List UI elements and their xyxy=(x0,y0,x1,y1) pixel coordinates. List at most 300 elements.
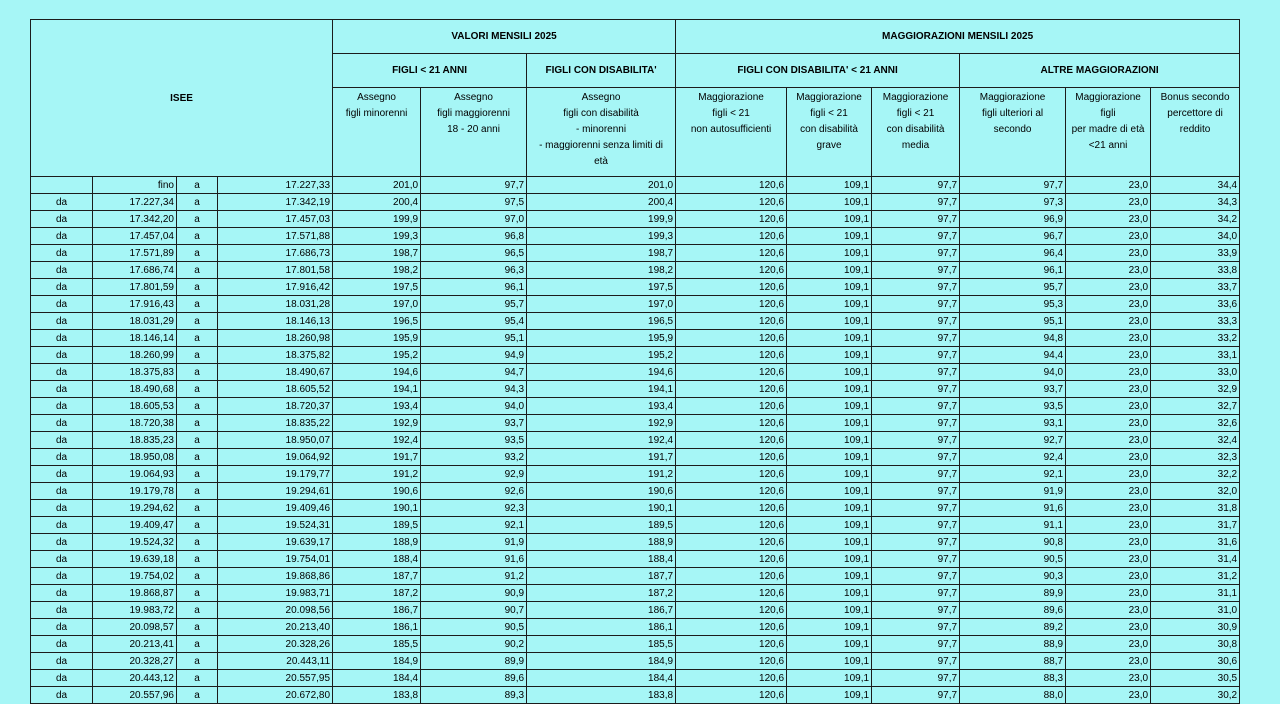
isee-from: 19.754,02 xyxy=(93,568,177,585)
isee-to: 18.146,13 xyxy=(218,313,333,330)
header-line: grave xyxy=(816,140,842,151)
magg-disabilita-media: 97,7 xyxy=(872,296,960,313)
magg-disabilita-media: 97,7 xyxy=(872,279,960,296)
isee-to: 18.835,22 xyxy=(218,415,333,432)
assegno-maggiorenni: 90,2 xyxy=(421,636,527,653)
magg-disabilita-media: 97,7 xyxy=(872,568,960,585)
assegno-minorenni: 195,9 xyxy=(333,330,421,347)
header-line: reddito xyxy=(1179,124,1211,135)
isee-to: 20.098,56 xyxy=(218,602,333,619)
range-prefix: da xyxy=(31,602,93,619)
magg-madre-under21: 23,0 xyxy=(1066,313,1151,330)
magg-disabilita-media: 97,7 xyxy=(872,347,960,364)
range-prefix: da xyxy=(31,381,93,398)
isee-header: ISEE xyxy=(31,20,333,177)
magg-madre-under21: 23,0 xyxy=(1066,245,1151,262)
assegno-disabilita: 190,1 xyxy=(527,500,676,517)
isee-from: 19.524,32 xyxy=(93,534,177,551)
magg-disabilita-grave: 109,1 xyxy=(787,670,872,687)
range-sep: a xyxy=(177,432,218,449)
isee-to: 18.605,52 xyxy=(218,381,333,398)
magg-disabilita-media: 97,7 xyxy=(872,398,960,415)
magg-non-autosufficienti: 120,6 xyxy=(676,415,787,432)
range-prefix: da xyxy=(31,636,93,653)
header-line: figli < 21 xyxy=(712,108,750,119)
magg-non-autosufficienti: 120,6 xyxy=(676,398,787,415)
magg-disabilita-media: 97,7 xyxy=(872,551,960,568)
magg-disabilita-grave: 109,1 xyxy=(787,228,872,245)
assegno-minorenni: 188,4 xyxy=(333,551,421,568)
magg-disabilita-media: 97,7 xyxy=(872,245,960,262)
assegno-maggiorenni-header xyxy=(421,88,527,177)
table-row xyxy=(31,262,1240,279)
table-row xyxy=(31,177,1240,194)
magg-disabilita-grave: 109,1 xyxy=(787,330,872,347)
assegno-minorenni: 199,3 xyxy=(333,228,421,245)
isee-to: 19.524,31 xyxy=(218,517,333,534)
range-sep: a xyxy=(177,381,218,398)
magg-disabilita-grave: 109,1 xyxy=(787,279,872,296)
isee-to: 17.686,73 xyxy=(218,245,333,262)
magg-non-autosufficienti: 120,6 xyxy=(676,296,787,313)
assegno-disabilita: 185,5 xyxy=(527,636,676,653)
magg-figli-ulteriori: 90,8 xyxy=(960,534,1066,551)
bonus-secondo-percettore: 33,2 xyxy=(1151,330,1240,347)
magg-disabilita-media: 97,7 xyxy=(872,177,960,194)
range-prefix: da xyxy=(31,466,93,483)
range-prefix: da xyxy=(31,296,93,313)
isee-from: 19.409,47 xyxy=(93,517,177,534)
magg-madre-under21: 23,0 xyxy=(1066,585,1151,602)
range-sep: a xyxy=(177,534,218,551)
isee-to: 20.328,26 xyxy=(218,636,333,653)
magg-disabilita-grave: 109,1 xyxy=(787,449,872,466)
bonus-secondo-percettore: 33,8 xyxy=(1151,262,1240,279)
assegno-minorenni: 191,2 xyxy=(333,466,421,483)
header-line: Maggiorazione xyxy=(698,92,764,103)
assegno-maggiorenni: 97,0 xyxy=(421,211,527,228)
assegno-disabilita: 188,4 xyxy=(527,551,676,568)
magg-figli-ulteriori: 96,4 xyxy=(960,245,1066,262)
bonus-secondo-percettore: 32,0 xyxy=(1151,483,1240,500)
header-line: Bonus secondo xyxy=(1160,92,1230,103)
bonus-secondo-percettore: 30,9 xyxy=(1151,619,1240,636)
range-sep: a xyxy=(177,636,218,653)
assegno-disabilita: 189,5 xyxy=(527,517,676,534)
bonus-secondo-percettore: 30,5 xyxy=(1151,670,1240,687)
magg-non-autosufficienti: 120,6 xyxy=(676,687,787,704)
assegno-minorenni: 193,4 xyxy=(333,398,421,415)
bonus-secondo-percettore: 31,6 xyxy=(1151,534,1240,551)
magg-non-autosufficienti: 120,6 xyxy=(676,211,787,228)
header-line: figli con disabilità xyxy=(563,108,639,119)
magg-madre-under21: 23,0 xyxy=(1066,500,1151,517)
header-line: figli < 21 xyxy=(896,108,935,119)
bonus-secondo-percettore: 31,1 xyxy=(1151,585,1240,602)
magg-figli-ulteriori: 95,1 xyxy=(960,313,1066,330)
magg-madre-under21: 23,0 xyxy=(1066,517,1151,534)
table-row xyxy=(31,466,1240,483)
magg-disabilita-media: 97,7 xyxy=(872,330,960,347)
range-prefix: da xyxy=(31,500,93,517)
range-prefix: da xyxy=(31,449,93,466)
range-sep: a xyxy=(177,279,218,296)
header-line: figli < 21 xyxy=(810,108,848,119)
range-sep: a xyxy=(177,687,218,704)
header-line: con disabilità xyxy=(886,124,945,135)
isee-to: 19.409,46 xyxy=(218,500,333,517)
range-sep: a xyxy=(177,194,218,211)
isee-from: 19.064,93 xyxy=(93,466,177,483)
range-prefix: da xyxy=(31,262,93,279)
magg-figli-ulteriori: 93,5 xyxy=(960,398,1066,415)
assegno-maggiorenni: 97,5 xyxy=(421,194,527,211)
range-prefix xyxy=(31,177,93,194)
range-sep: a xyxy=(177,228,218,245)
isee-to: 18.031,28 xyxy=(218,296,333,313)
assegno-minorenni: 194,6 xyxy=(333,364,421,381)
magg-non-autosufficienti: 120,6 xyxy=(676,177,787,194)
magg-figli-ulteriori: 88,3 xyxy=(960,670,1066,687)
table-row xyxy=(31,517,1240,534)
isee-to: 18.375,82 xyxy=(218,347,333,364)
magg-disabilita-media: 97,7 xyxy=(872,636,960,653)
isee-to: 18.720,37 xyxy=(218,398,333,415)
table-row xyxy=(31,670,1240,687)
magg-madre-under21: 23,0 xyxy=(1066,636,1151,653)
assegno-minorenni: 198,7 xyxy=(333,245,421,262)
assegno-disabilita: 190,6 xyxy=(527,483,676,500)
magg-non-autosufficienti: 120,6 xyxy=(676,483,787,500)
table-row xyxy=(31,381,1240,398)
table-row xyxy=(31,568,1240,585)
assegno-maggiorenni: 94,3 xyxy=(421,381,527,398)
magg-non-autosufficienti: 120,6 xyxy=(676,585,787,602)
magg-non-autosufficienti: 120,6 xyxy=(676,636,787,653)
isee-from: 18.146,14 xyxy=(93,330,177,347)
magg-disabilita-media-header xyxy=(872,88,960,177)
range-sep: a xyxy=(177,330,218,347)
table-row xyxy=(31,279,1240,296)
header-line: secondo xyxy=(993,124,1032,135)
magg-non-autosufficienti: 120,6 xyxy=(676,500,787,517)
table-row xyxy=(31,364,1240,381)
assegno-minorenni: 187,2 xyxy=(333,585,421,602)
magg-disabilita-grave: 109,1 xyxy=(787,347,872,364)
magg-figli-ulteriori: 97,7 xyxy=(960,177,1066,194)
magg-disabilita-grave: 109,1 xyxy=(787,194,872,211)
isee-from: 17.342,20 xyxy=(93,211,177,228)
magg-disabilita-grave: 109,1 xyxy=(787,415,872,432)
magg-non-autosufficienti-header xyxy=(676,88,787,177)
assegno-maggiorenni: 90,9 xyxy=(421,585,527,602)
isee-to: 19.868,86 xyxy=(218,568,333,585)
bonus-secondo-percettore: 34,3 xyxy=(1151,194,1240,211)
assegno-minorenni: 187,7 xyxy=(333,568,421,585)
assegno-maggiorenni: 89,6 xyxy=(421,670,527,687)
assegno-maggiorenni: 91,6 xyxy=(421,551,527,568)
range-prefix: da xyxy=(31,194,93,211)
table-row xyxy=(31,194,1240,211)
maggiorazioni-mensili-header: MAGGIORAZIONI MENSILI 2025 xyxy=(676,20,1240,54)
assegno-disabilita: 198,2 xyxy=(527,262,676,279)
bonus-secondo-percettore: 30,6 xyxy=(1151,653,1240,670)
magg-non-autosufficienti: 120,6 xyxy=(676,466,787,483)
magg-madre-under21: 23,0 xyxy=(1066,483,1151,500)
assegno-disabilita: 194,1 xyxy=(527,381,676,398)
table-row xyxy=(31,415,1240,432)
bonus-secondo-percettore: 31,7 xyxy=(1151,517,1240,534)
assegno-disabilita: 196,5 xyxy=(527,313,676,330)
isee-from: 17.227,34 xyxy=(93,194,177,211)
table-row xyxy=(31,432,1240,449)
header-line: non autosufficienti xyxy=(690,124,772,135)
isee-from: 18.720,38 xyxy=(93,415,177,432)
magg-madre-under21: 23,0 xyxy=(1066,466,1151,483)
isee-from: 20.098,57 xyxy=(93,619,177,636)
isee-from: 18.031,29 xyxy=(93,313,177,330)
range-sep: a xyxy=(177,211,218,228)
assegno-maggiorenni: 94,9 xyxy=(421,347,527,364)
magg-disabilita-grave: 109,1 xyxy=(787,432,872,449)
range-sep: a xyxy=(177,602,218,619)
assegno-disabilita: 200,4 xyxy=(527,194,676,211)
range-prefix: da xyxy=(31,687,93,704)
table-row xyxy=(31,653,1240,670)
range-sep: a xyxy=(177,415,218,432)
figli-disabilita-under21-header: FIGLI CON DISABILITA' < 21 ANNI xyxy=(676,54,960,88)
magg-disabilita-media: 97,7 xyxy=(872,517,960,534)
magg-disabilita-grave: 109,1 xyxy=(787,568,872,585)
magg-figli-ulteriori: 92,1 xyxy=(960,466,1066,483)
range-prefix: da xyxy=(31,619,93,636)
isee-from: 19.294,62 xyxy=(93,500,177,517)
isee-to: 17.571,88 xyxy=(218,228,333,245)
magg-figli-ulteriori: 89,2 xyxy=(960,619,1066,636)
assegno-minorenni-header xyxy=(333,88,421,177)
magg-disabilita-media: 97,7 xyxy=(872,211,960,228)
bonus-secondo-percettore: 34,4 xyxy=(1151,177,1240,194)
table-row xyxy=(31,602,1240,619)
magg-madre-under21: 23,0 xyxy=(1066,670,1151,687)
isee-from: 20.328,27 xyxy=(93,653,177,670)
isee-from: 18.605,53 xyxy=(93,398,177,415)
table-row xyxy=(31,534,1240,551)
magg-non-autosufficienti: 120,6 xyxy=(676,194,787,211)
assegno-maggiorenni: 91,9 xyxy=(421,534,527,551)
magg-figli-ulteriori: 96,7 xyxy=(960,228,1066,245)
isee-from: 17.457,04 xyxy=(93,228,177,245)
magg-madre-under21: 23,0 xyxy=(1066,398,1151,415)
assegno-disabilita: 192,4 xyxy=(527,432,676,449)
magg-figli-ulteriori: 95,7 xyxy=(960,279,1066,296)
assegno-minorenni: 197,5 xyxy=(333,279,421,296)
magg-madre-under21: 23,0 xyxy=(1066,619,1151,636)
header-line: Maggiorazione xyxy=(796,92,862,103)
isee-to: 18.260,98 xyxy=(218,330,333,347)
table-row xyxy=(31,449,1240,466)
isee-from: 18.260,99 xyxy=(93,347,177,364)
magg-non-autosufficienti: 120,6 xyxy=(676,381,787,398)
table-row xyxy=(31,551,1240,568)
isee-from: 17.686,74 xyxy=(93,262,177,279)
magg-figli-ulteriori: 91,6 xyxy=(960,500,1066,517)
isee-to: 17.342,19 xyxy=(218,194,333,211)
isee-to: 19.754,01 xyxy=(218,551,333,568)
isee-to: 17.801,58 xyxy=(218,262,333,279)
assegno-maggiorenni: 90,5 xyxy=(421,619,527,636)
assegno-disabilita: 192,9 xyxy=(527,415,676,432)
assegno-disabilita: 194,6 xyxy=(527,364,676,381)
assegno-maggiorenni: 92,3 xyxy=(421,500,527,517)
magg-figli-ulteriori: 96,9 xyxy=(960,211,1066,228)
magg-madre-under21: 23,0 xyxy=(1066,449,1151,466)
header-line: figli maggiorenni xyxy=(437,108,510,119)
range-sep: a xyxy=(177,364,218,381)
magg-disabilita-media: 97,7 xyxy=(872,432,960,449)
range-prefix: da xyxy=(31,313,93,330)
range-prefix: da xyxy=(31,347,93,364)
magg-disabilita-grave: 109,1 xyxy=(787,245,872,262)
bonus-secondo-percettore: 34,2 xyxy=(1151,211,1240,228)
range-prefix: da xyxy=(31,534,93,551)
isee-from: 18.950,08 xyxy=(93,449,177,466)
range-prefix: da xyxy=(31,211,93,228)
magg-non-autosufficienti: 120,6 xyxy=(676,568,787,585)
magg-madre-under21: 23,0 xyxy=(1066,279,1151,296)
header-line: media xyxy=(901,140,930,151)
magg-disabilita-media: 97,7 xyxy=(872,500,960,517)
magg-figli-ulteriori-header xyxy=(960,88,1066,177)
assegno-disabilita-header xyxy=(527,88,676,177)
isee-to: 20.213,40 xyxy=(218,619,333,636)
range-prefix: da xyxy=(31,279,93,296)
assegno-maggiorenni: 97,7 xyxy=(421,177,527,194)
magg-figli-ulteriori: 88,7 xyxy=(960,653,1066,670)
isee-from: 17.571,89 xyxy=(93,245,177,262)
magg-disabilita-media: 97,7 xyxy=(872,602,960,619)
isee-from: 17.916,43 xyxy=(93,296,177,313)
magg-figli-ulteriori: 93,1 xyxy=(960,415,1066,432)
isee-to: 19.179,77 xyxy=(218,466,333,483)
assegno-minorenni: 186,7 xyxy=(333,602,421,619)
magg-figli-ulteriori: 88,9 xyxy=(960,636,1066,653)
isee-to: 17.227,33 xyxy=(218,177,333,194)
range-sep: a xyxy=(177,347,218,364)
assegno-disabilita: 195,2 xyxy=(527,347,676,364)
isee-to: 18.950,07 xyxy=(218,432,333,449)
magg-figli-ulteriori: 92,7 xyxy=(960,432,1066,449)
assegno-maggiorenni: 92,9 xyxy=(421,466,527,483)
magg-disabilita-grave: 109,1 xyxy=(787,313,872,330)
bonus-secondo-percettore: 33,1 xyxy=(1151,347,1240,364)
range-prefix: da xyxy=(31,432,93,449)
assegno-minorenni: 201,0 xyxy=(333,177,421,194)
isee-to: 19.064,92 xyxy=(218,449,333,466)
header-line: per madre di età xyxy=(1071,124,1145,135)
range-sep: a xyxy=(177,568,218,585)
table-row xyxy=(31,500,1240,517)
magg-disabilita-grave: 109,1 xyxy=(787,483,872,500)
header-line: figli minorenni xyxy=(345,108,408,119)
magg-madre-under21: 23,0 xyxy=(1066,534,1151,551)
magg-non-autosufficienti: 120,6 xyxy=(676,347,787,364)
assegno-disabilita: 183,8 xyxy=(527,687,676,704)
magg-madre-under21: 23,0 xyxy=(1066,602,1151,619)
assegno-minorenni: 184,9 xyxy=(333,653,421,670)
table-row xyxy=(31,245,1240,262)
assegno-disabilita: 191,7 xyxy=(527,449,676,466)
magg-disabilita-media: 97,7 xyxy=(872,653,960,670)
assegno-maggiorenni: 96,8 xyxy=(421,228,527,245)
magg-non-autosufficienti: 120,6 xyxy=(676,449,787,466)
magg-disabilita-media: 97,7 xyxy=(872,585,960,602)
assegno-minorenni: 186,1 xyxy=(333,619,421,636)
isee-from: 20.213,41 xyxy=(93,636,177,653)
table-row xyxy=(31,636,1240,653)
isee-from: 19.983,72 xyxy=(93,602,177,619)
magg-disabilita-grave: 109,1 xyxy=(787,534,872,551)
magg-disabilita-grave: 109,1 xyxy=(787,585,872,602)
magg-madre-under21: 23,0 xyxy=(1066,347,1151,364)
isee-from: 19.179,78 xyxy=(93,483,177,500)
bonus-secondo-percettore: 31,4 xyxy=(1151,551,1240,568)
magg-disabilita-grave: 109,1 xyxy=(787,398,872,415)
isee-to: 20.672,80 xyxy=(218,687,333,704)
assegno-minorenni: 198,2 xyxy=(333,262,421,279)
range-sep: a xyxy=(177,585,218,602)
magg-disabilita-media: 97,7 xyxy=(872,534,960,551)
isee-to: 17.457,03 xyxy=(218,211,333,228)
magg-non-autosufficienti: 120,6 xyxy=(676,551,787,568)
magg-figli-ulteriori: 93,7 xyxy=(960,381,1066,398)
range-sep: a xyxy=(177,262,218,279)
magg-figli-ulteriori: 94,0 xyxy=(960,364,1066,381)
isee-to: 19.639,17 xyxy=(218,534,333,551)
range-sep: a xyxy=(177,313,218,330)
magg-disabilita-media: 97,7 xyxy=(872,466,960,483)
assegno-maggiorenni: 96,5 xyxy=(421,245,527,262)
assegno-minorenni: 190,1 xyxy=(333,500,421,517)
magg-madre-under21: 23,0 xyxy=(1066,551,1151,568)
header-line: 18 - 20 anni xyxy=(447,124,500,135)
magg-madre-under21: 23,0 xyxy=(1066,194,1151,211)
header-line: Maggiorazione xyxy=(1075,92,1141,103)
range-prefix: da xyxy=(31,551,93,568)
magg-madre-under21: 23,0 xyxy=(1066,381,1151,398)
bonus-secondo-percettore: 31,8 xyxy=(1151,500,1240,517)
magg-disabilita-media: 97,7 xyxy=(872,228,960,245)
isee-from: 18.835,23 xyxy=(93,432,177,449)
magg-disabilita-grave: 109,1 xyxy=(787,381,872,398)
magg-madre-under21: 23,0 xyxy=(1066,364,1151,381)
range-prefix: da xyxy=(31,398,93,415)
assegno-disabilita: 195,9 xyxy=(527,330,676,347)
range-prefix: da xyxy=(31,653,93,670)
magg-non-autosufficienti: 120,6 xyxy=(676,330,787,347)
bonus-secondo-percettore: 33,6 xyxy=(1151,296,1240,313)
header-line: Maggiorazione xyxy=(979,92,1046,103)
assegno-disabilita: 184,4 xyxy=(527,670,676,687)
magg-disabilita-grave: 109,1 xyxy=(787,517,872,534)
bonus-secondo-percettore: 31,0 xyxy=(1151,602,1240,619)
assegno-maggiorenni: 93,2 xyxy=(421,449,527,466)
range-sep: a xyxy=(177,653,218,670)
assegno-minorenni: 195,2 xyxy=(333,347,421,364)
header-line: Assegno xyxy=(581,92,621,103)
magg-disabilita-grave: 109,1 xyxy=(787,262,872,279)
range-sep: a xyxy=(177,245,218,262)
